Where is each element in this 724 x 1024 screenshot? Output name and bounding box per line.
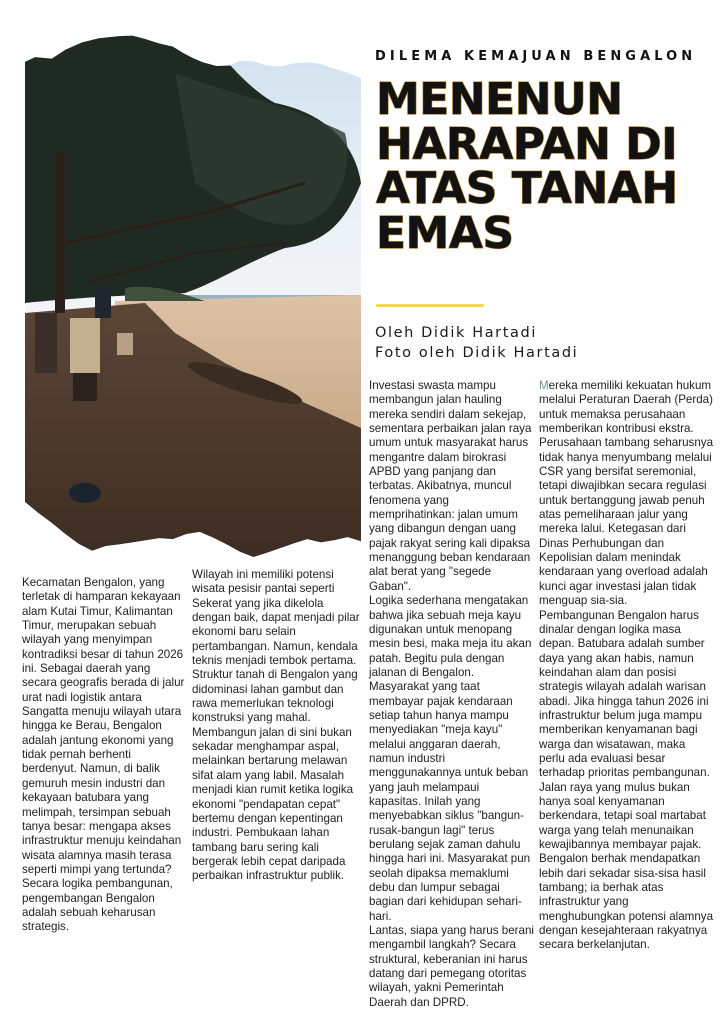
paragraph: Wilayah ini memiliki potensi wisata pesisir pantai seperti Sekerat yang jika dikelola dengan baik, dapat menjadi pilar ekonomi baru selain pertambangan. Namun, kendala teknis menjadi tembok pertama. Struktur tanah di Bengalon yang didominasi lahan gambut dan rawa memerlukan teknologi konstruksi yang mahal. Membangun jalan di sini bukan sekadar menghampar aspal, melainkan bertarung melawan sifat alam yang labil. Masalah menjadi kian rumit ketika logika ekonomi "pendapatan cepat" bertemu dengan kepentingan industri. Pembukaan lahan tambang baru sering kali bergerak lebih cepat daripada perbaikan infrastruktur publik. [192,568,360,883]
beach-photo-image [25,33,361,557]
byline [375,323,715,363]
paragraph: Lantas, siapa yang harus berani mengambil langkah? Secara struktural, keberanian ini harus datang dari pemegang otoritas wilayah, yakni Pemerintah Daerah dan DPRD. [369,924,535,1009]
drop-cap: M [539,379,549,392]
paragraph-text: ereka memiliki kekuatan hukum melalui Peraturan Daerah (Perda) untuk memaksa perusahaan memberikan kontribusi ekstra. Perusahaan tambang seharusnya tidak hanya menyumbang melalui CSR yang bersifat seremonial, tetapi diwajibkan secara regulasi untuk bertanggung jawab penuh atas pemeliharaan jalur yang mereka lalui. Ketegasan dari Dinas Perhubungan dan Kepolisian dalam menindak kendaraan yang overload adalah kunci agar investasi jalan tidak menguap sia-sia. [539,379,714,608]
title-line: ATAS TANAH [376,163,678,214]
title-line: HARAPAN DI [376,118,678,170]
article-column-2 [192,568,362,884]
author-credit: Oleh Didik Hartadi [375,325,537,341]
photo-credit: Foto oleh Didik Hartadi [375,345,579,361]
article-column-3 [369,379,534,1010]
paragraph: Logika sederhana mengatakan bahwa jika sebuah meja kayu digunakan untuk menopang mesin besi, maka meja itu akan patah. Begitu pula dengan jalanan di Bengalon. Masyarakat yang taat membayar pajak kendaraan setiap tahun hanya mampu menyediakan "meja kayu" melalui anggaran daerah, namun industri menggunakannya untuk beban yang jauh melampaui kapasitas. Inilah yang menyebabkan siklus "bangun-rusak-bangun lagi" terus berulang sejak zaman dahulu hingga hari ini. Masyarakat pun seolah dipaksa memaklumi debu dan lumpur sebagai bagian dari kehidupan sehari-hari. [369,594,532,923]
article-column-1 [22,576,187,935]
article-kicker: DILEMA KEMAJUAN BENGALON [375,49,697,64]
article-column-4 [539,379,714,953]
beach-photo [25,33,361,557]
paragraph [539,379,714,609]
accent-divider [376,304,484,307]
title-line: EMAS [376,207,514,259]
paragraph: Investasi swasta mampu membangun jalan hauling mereka sendiri dalam sekejap, sementara perbaikan jalan raya umum untuk masyarakat harus mengantre dalam birokrasi APBD yang panjang dan terbatas. Akibatnya, muncul fenomena yang memprihatinkan: jalan umum yang dibangun dengan uang pajak rakyat sering kali dipaksa menanggung beban kendaraan alat berat yang "segede Gaban". [369,379,532,593]
article-title [376,74,716,259]
paragraph: Pembangunan Bengalon harus dinalar dengan logika masa depan. Batubara adalah sumber daya yang akan habis, namun keindahan alam dan posisi strategis wilayah adalah warisan abadi. Jika hingga tahun 2026 ini infrastruktur belum juga mampu memberikan kenyamanan bagi warga dan wisatawan, maka perlu ada evaluasi besar terhadap prioritas pembangunan. Jalan raya yang mulus bukan hanya soal kenyamanan berkendara, tetapi soal martabat warga yang telah menunaikan kewajibannya membayar pajak. Bengalon berhak mendapatkan lebih dari sekadar sisa-sisa hasil tambang; ia berhak atas infrastruktur yang menghubungkan potensi alamnya dengan kesejahteraan rakyatnya secara berkelanjutan. [539,608,714,952]
title-line: MENENUN [376,74,623,125]
paragraph: Kecamatan Bengalon, yang terletak di hamparan kekayaan alam Kutai Timur, Kalimantan Timur, merupakan sebuah wilayah yang menyimpan kontradiksi besar di tahun 2026 ini. Sebagai daerah yang secara geografis berada di jalur urat nadi logistik antara Sangatta menuju wilayah utara hingga ke Berau, Bengalon adalah jantung ekonomi yang tidak pernah berhenti berdenyut. Namun, di balik gemuruh mesin industri dan kekayaan batubara yang melimpah, tersimpan sebuah tanya besar: mengapa akses infrastruktur menuju keindahan wisata alamnya masih terasa seperti mimpi yang tertunda? Secara logika pembangunan, pengembangan Bengalon adalah sebuah keharusan strategis. [22,576,185,934]
